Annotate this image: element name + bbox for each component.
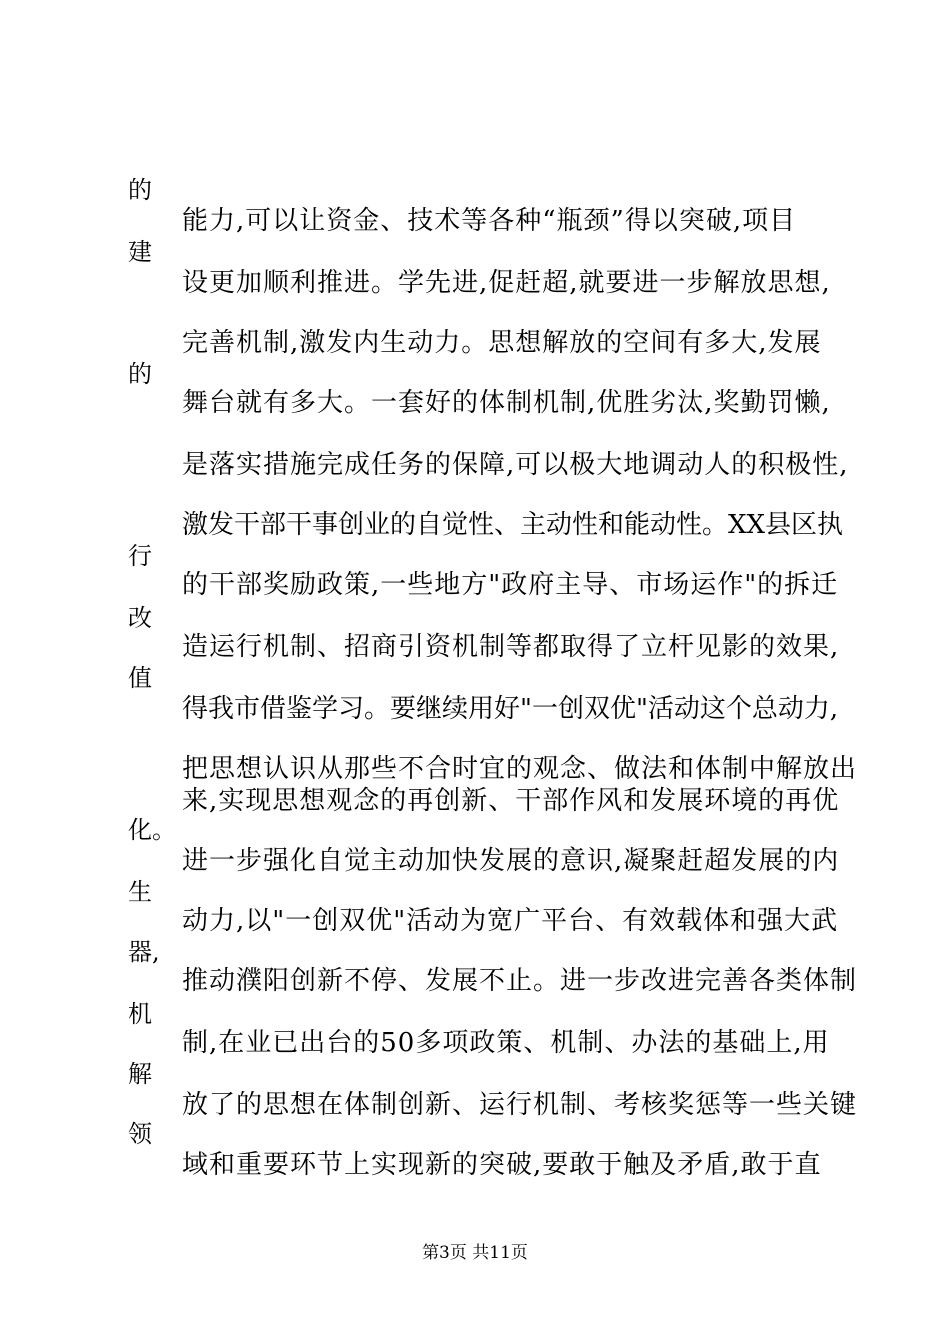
text-line: 推动濮阳创新不停、发展不止。进一步改进完善各类体制 <box>182 966 858 996</box>
text-line: 激发干部干事创业的自觉性、主动性和能动性。XX县区执 <box>182 510 844 540</box>
text-line: 能力,可以让资金、技术等各种“瓶颈”得以突破,项目 <box>182 206 797 236</box>
margin-char: 改 <box>128 604 152 632</box>
text-line: 域和重要环节上实现新的突破,要敢于触及矛盾,敢于直 <box>182 1150 822 1180</box>
margin-char: 建 <box>128 238 152 266</box>
text-line: 把思想认识从那些不合时宜的观念、做法和体制中解放出 <box>182 754 858 784</box>
text-line: 得我市借鉴学习。要继续用好"一创双优"活动这个总动力, <box>182 694 839 724</box>
text-line: 动力,以"一创双优"活动为宽广平台、有效载体和强大武 <box>182 906 839 936</box>
text-line: 造运行机制、招商引资机制等都取得了立杆见影的效果, <box>182 632 840 662</box>
margin-char: 值 <box>128 664 152 692</box>
text-line: 制,在业已出台的50多项政策、机制、办法的基础上,用 <box>182 1028 830 1058</box>
text-line: 是落实措施完成任务的保障,可以极大地调动人的积极性, <box>182 450 849 480</box>
margin-char: 的 <box>128 176 152 204</box>
text-line: 舞台就有多大。一套好的体制机制,优胜劣汰,奖勤罚懒, <box>182 388 831 418</box>
text-line: 放了的思想在体制创新、运行机制、考核奖惩等一些关键 <box>182 1090 858 1120</box>
margin-char: 生 <box>128 878 152 906</box>
margin-char: 化。 <box>128 816 176 844</box>
text-line: 设更加顺利推进。学先进,促赶超,就要进一步解放思想, <box>182 268 831 298</box>
text-line: 的干部奖励政策,一些地方"政府主导、市场运作"的拆迁 <box>182 570 839 600</box>
text-line: 完善机制,激发内生动力。思想解放的空间有多大,发展 <box>182 328 822 358</box>
margin-char: 器, <box>128 938 160 966</box>
margin-char: 解 <box>128 1060 152 1088</box>
page-footer: 第3页 共11页 <box>422 1243 528 1263</box>
margin-char: 机 <box>128 1000 152 1028</box>
text-line: 进一步强化自觉主动加快发展的意识,凝聚赶超发展的内 <box>182 846 840 876</box>
margin-char: 领 <box>128 1120 152 1148</box>
margin-char: 行 <box>128 542 152 570</box>
margin-char: 的 <box>128 360 152 388</box>
text-line: 来,实现思想观念的再创新、干部作风和发展环境的再优 <box>182 786 840 816</box>
